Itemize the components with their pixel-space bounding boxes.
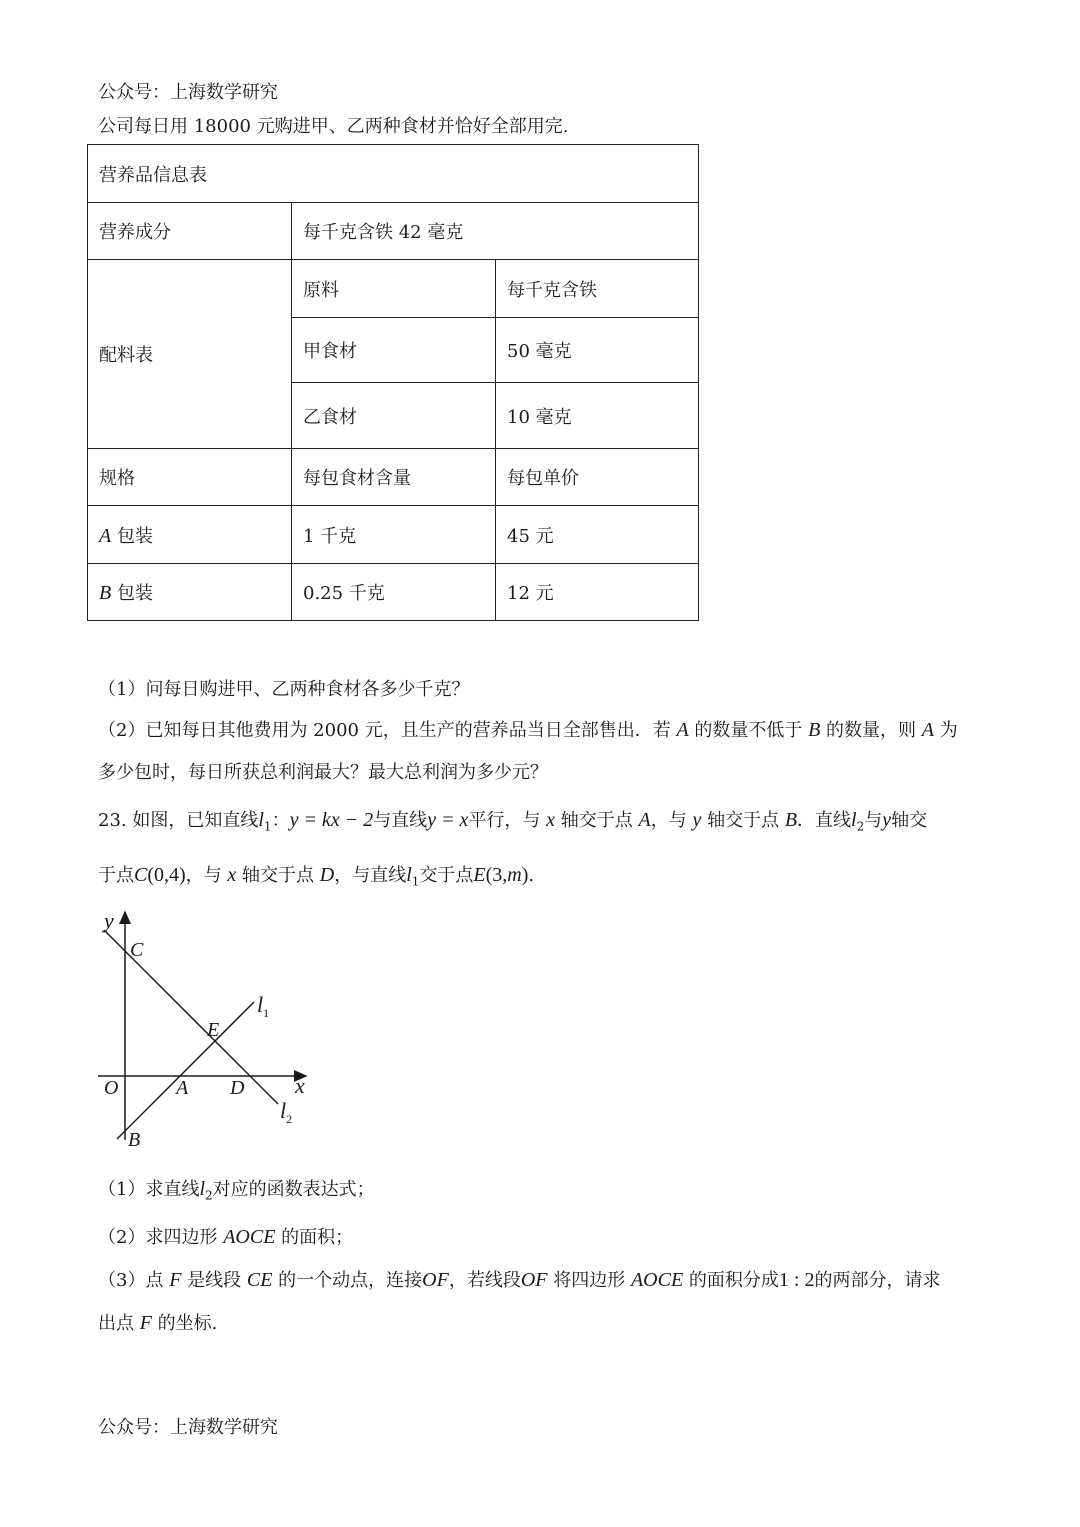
- label-D: D: [230, 1077, 245, 1099]
- q22-part2-line1: （2）已知每日其他费用为 2000 元，且生产的营养品当日全部售出．若 A 的数量不低于 B 的数量，则 A 为: [98, 719, 958, 741]
- package-content: 1 千克: [292, 506, 496, 564]
- label-O: O: [104, 1077, 119, 1099]
- intro-text: 公司每日用 18000 元购进甲、乙两种食材并恰好全部用完.: [98, 116, 569, 137]
- iron-cell: 10 毫克: [496, 383, 699, 449]
- label-x: x: [295, 1073, 305, 1098]
- q23-part3-line1: （3）点 F 是线段 CE 的一个动点，连接OF，若线段OF 将四边形 AOCE 的面积分成1 : 2的两部分，请求: [98, 1269, 941, 1291]
- label-y: y: [104, 908, 114, 933]
- nutrition-table: [87, 144, 699, 621]
- package-content: 0.25 千克: [292, 564, 496, 621]
- label-E: E: [207, 1019, 220, 1041]
- header-account: 公众号：上海数学研究: [98, 82, 278, 103]
- label-l1: $l_1$: [257, 992, 270, 1020]
- q22-part2-line2: 多少包时，每日所获总利润最大？最大总利润为多少元？: [98, 762, 548, 783]
- col-iron-header: 每千克含铁: [496, 260, 699, 318]
- q23-part2: （2）求四边形 AOCE 的面积；: [98, 1226, 354, 1248]
- package-price: 12 元: [496, 564, 699, 621]
- label-l2: $l_2$: [280, 1098, 293, 1126]
- formula-label: 配料表: [88, 260, 292, 449]
- nutrition-value: 每千克含铁 42 毫克: [292, 203, 699, 260]
- q23-part3-line2: 出点 F 的坐标.: [98, 1312, 218, 1334]
- table-row: [88, 203, 699, 260]
- label-A: A: [176, 1077, 189, 1099]
- line-l1: [117, 1002, 254, 1139]
- spec-label: 规格: [88, 449, 292, 506]
- table-row: [88, 506, 699, 564]
- col-material-header: 原料: [292, 260, 496, 318]
- package-price: 45 元: [496, 506, 699, 564]
- label-B: B: [128, 1129, 141, 1151]
- nutrition-label: 营养成分: [88, 203, 292, 260]
- table-title: 营养品信息表: [88, 145, 699, 203]
- package-label: A 包装: [88, 506, 292, 564]
- table-row: [88, 145, 699, 203]
- label-C: C: [130, 939, 144, 961]
- package-label: B 包装: [88, 564, 292, 621]
- table-row: [88, 564, 699, 621]
- spec-content-header: 每包食材含量: [292, 449, 496, 506]
- coordinate-figure: [90, 900, 330, 1160]
- table-row: [88, 449, 699, 506]
- material-cell: 乙食材: [292, 383, 496, 449]
- q23-part1: （1）求直线$l_2$对应的函数表达式；: [98, 1178, 375, 1203]
- footer-account: 公众号：上海数学研究: [98, 1417, 278, 1438]
- q23-line2: 于点C(0,4)，与 x 轴交于点 D，与直线$l_1$交于点E(3,m).: [98, 864, 535, 889]
- q22-part1: （1）问每日购进甲、乙两种食材各多少千克？: [98, 679, 470, 700]
- table-row: [88, 260, 699, 318]
- iron-cell: 50 毫克: [496, 318, 699, 383]
- spec-price-header: 每包单价: [496, 449, 699, 506]
- q23-line1: 23. 如图，已知直线$l_1$：y = kx − 2与直线y = x平行，与 x 轴交于点 A，与 y 轴交于点 B．直线$l_2$与y轴交: [98, 809, 928, 834]
- material-cell: 甲食材: [292, 318, 496, 383]
